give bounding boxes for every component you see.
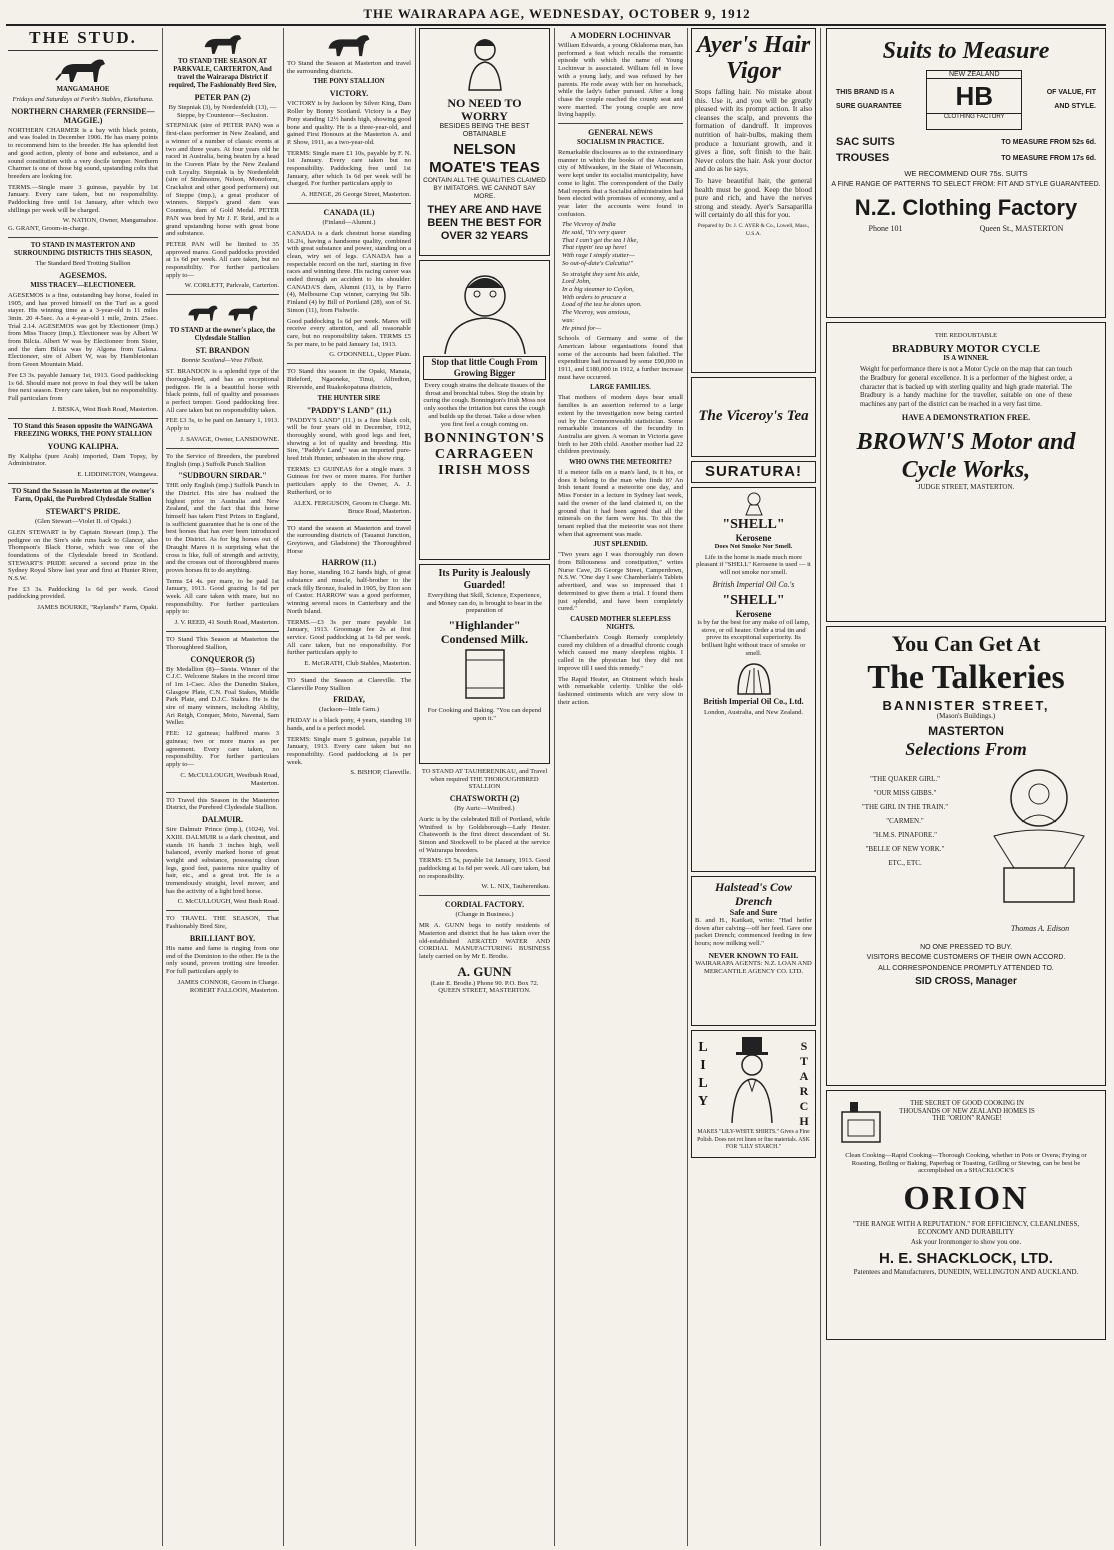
ad-owner: W. L. NIX, Tauherenikau. [481, 883, 550, 891]
ad-owner: J. V. REED, 41 South Road, Masterton. [174, 619, 279, 627]
horse-icon [198, 30, 248, 56]
talkeries-building: (Mason's Buildings.) [936, 712, 996, 720]
shell-tagline: Does Not Smoke Nor Smell. [714, 543, 793, 550]
article-body: Schools of Germany and some of the American labour organisations found that some of the accounts had been falsified. The expenditure had increased by some £90,000 in 1911, and £180,000 in 1912, a further increase must have occurred. [558, 335, 683, 381]
shell-body: Life in the home is made much more pleasant if "SHELL" Kerosene is used — it will not smoke nor smell. [696, 553, 811, 577]
ad-subtitle: THE HUNTER SIRE [317, 394, 381, 402]
brand-row [836, 70, 1096, 130]
stallion-pedigree: By Stepniak (3), by Nordenfeldt (13), —Steppe, by Countenor—Seclusion. [168, 104, 277, 119]
ayers-body-2: To have beautiful hair, the general health must be good. Keep the blood pure and rich, and have the nerves strong and steady. Ayer's Sarsaparilla will certainly do all this for you. [695, 175, 812, 220]
stallion-name: BRILLIANT BOY. [189, 933, 256, 943]
cow-drench-subtitle: Safe and Sure [729, 908, 778, 917]
label-bot: CLOTHING FACTORY [927, 113, 1021, 120]
ad-subtitle: THE PONY STALLION [313, 78, 385, 86]
separator [419, 895, 550, 896]
column-stud-2 [166, 28, 279, 1546]
poem-line: That I can't get the tea I like, [562, 236, 639, 244]
section-title: THE STUD. [8, 28, 158, 51]
ad-terms: Good paddocking 1s 6d per week. Mares will receive every attention, and all reasonable care, but no responsibility taken. TERMS £5 5s per mare, to be paid January 1st, 1913. [287, 317, 411, 348]
ad-owner: A. HENGE, 26 George Street, Masterton. [301, 191, 411, 199]
selections-title: Selections From [905, 738, 1027, 759]
no-press-line: NO ONE PRESSED TO BUY. [920, 943, 1012, 951]
talkeries-advert [826, 626, 1106, 1086]
ad-owner: C. McCULLOUGH, West Bush Road. [177, 898, 279, 906]
trousers-price: TO MEASURE FROM 17s 6d. [1001, 154, 1096, 162]
poem-line: In a big steamer to Ceylon, [562, 285, 634, 293]
gentleman-illustration-icon [722, 1035, 782, 1125]
bradbury-advert [826, 322, 1106, 622]
ayers-body: Stops falling hair. No mistake about this. Use it, and you will be greatly pleased with its prompt action. It also cleanses the scalp, and prevents the formation of dandruff. It improves nutrition of hair-bulbs, making them produce a luxuriant growth, and it gives a fine, soft finish to the hair. Never colors the hair. Ask your doctor and do as he says. [695, 87, 812, 174]
separator [558, 123, 683, 124]
column-ads-6 [691, 28, 816, 1546]
teas-advert [419, 28, 550, 256]
stallion-name: CONQUEROR (5) [190, 654, 255, 664]
cow-drench-title: Halstead's Cow Drench [714, 880, 792, 908]
teas-subline: BESIDES BEING THE BEST OBTAINABLE [439, 123, 530, 138]
poem-line: Lord John, [562, 278, 591, 286]
orion-brand: ORION [903, 1180, 1029, 1218]
ad-owner: JAMES CONNOR, Groom in Charge. ROBERT FALLOON, Masterton. [177, 978, 279, 994]
poem-line: Load of the tea he dotes upon. [562, 301, 642, 309]
song-list [830, 772, 980, 870]
article-heading: WHO OWNS THE METEORITE? [569, 459, 672, 467]
ad-body: GLEN STEWART is by Captain Stewart (imp.). The pedigree on the Sire's side runs back to Glancer, also Thompson's Black Horse, which was one of the foundations of the Clydesdale breed in Scotland. STEWART'S PRIDE secured a second prize in the Sydney Royal Show last year and first at Hunter River, N.S.W. [8, 528, 158, 583]
phonograph-portrait-icon [984, 764, 1094, 914]
milk-brand: "Highlander" Condensed Milk. [440, 618, 529, 647]
poem-line: That rippin' tea up here! [562, 244, 627, 252]
shell-logo-icon [734, 660, 774, 696]
ad-body: By Kalipha (pure Arab) imported, Dam Topsy, by Administrator. [8, 452, 158, 468]
ad-heading: TO stand the season at Masterton and travel the surrounding districts of (Tauanui Junction, Greytown, and Gladstone) the Thoroughbred Horse [287, 524, 411, 555]
stallion-name: PETER PAN (2) [194, 93, 251, 102]
orion-reputation: "THE RANGE WITH A REPUTATION." FOR EFFICIENCY, CLEANLINESS, ECONOMY AND DURABILITY [852, 1220, 1080, 1236]
ad-terms: Fee £3 3s. payable January 1st, 1913. Good paddocking 1s 6d. Should mare not prove in foal they will be taken free next season. Every care taken, but no responsibility. Full particulars from [8, 371, 158, 402]
separator [287, 203, 411, 204]
cycle-head: THE REDOUBTABLE [934, 332, 998, 339]
stallion-name: NORTHERN CHARMER (FERNSIDE—MAGGIE.) [11, 106, 155, 125]
ad-heading: TO STAND at the owner's place, the Clydesdale Stallion [169, 327, 276, 343]
stallion-name: STEWART'S PRIDE. [45, 507, 121, 517]
ad-owner: C. McCULLOUGH, Westbush Road, Masterton. [180, 771, 279, 787]
ad-heading: TO Travel this Season in the Masterton District, the Purebred Clydesdale Stallion. [166, 796, 279, 812]
cordial-name: A. GUNN [457, 963, 512, 979]
song-item: "THE QUAKER GIRL." [869, 774, 941, 783]
stove-icon [836, 1098, 886, 1148]
ad-body: VICTORY is by Jackson by Silver King, Dam Roller by Bonny Scotland. Victory is a Bay Pony standing 12½ hands high, showing good bone and quality. He is a three-year-old, and gained First Honours at the Masterton A. and P. Show, 1911, as a two-year-old. [287, 100, 411, 146]
column-rule [415, 28, 416, 1546]
ad-subtitle: Fridays and Saturdays at Forth's Stables, Eketahuna. [12, 96, 154, 103]
shell-title-2: "SHELL" [722, 592, 785, 608]
story-title: A MODERN LOCHINVAR [570, 30, 671, 40]
ad-owner: E. McGRATH, Club Stables, Masterton. [304, 660, 411, 668]
cordial-heading: CORDIAL FACTORY. [444, 900, 525, 910]
lamp-icon [734, 491, 774, 517]
stallion-pedigree: (Finland—Alumni.) [322, 219, 376, 227]
ad-terms: PETER PAN will be limited to 35 approved mares. Good paddocks provided at 1s 6d per week. All care taken, but no responsibility. For further particulars apply to— [166, 240, 279, 279]
poem-line: The Viceroy of India [562, 221, 616, 229]
stallion-pedigree: (By Auric—Winifred.) [454, 805, 515, 813]
ad-owner: W. CORLETT, Parkvale, Carterton. [184, 282, 279, 290]
poem-line: With orders to procure a [562, 293, 627, 301]
milk-headline: Its Purity is Jealously Guarded! [438, 568, 531, 591]
woman-illustration-icon [455, 32, 515, 92]
ad-body: Auric is by the celebrated Bill of Portland, while Winifred is by Goldsborough—Lady Hester. Chatsworth is the first direct descendant of St. Simon and Stockwell to be placed at the service of Wairarapa breeders. [419, 815, 550, 854]
cow-drench-body: B. and H., Katikati, write: "Had heifer down after calving—off her feed. Gave one packet Drench; commenced feeding in few hours; now milking well." [695, 917, 812, 948]
ad-terms: TERMS: £5 5s, payable 1st January, 1913. Good paddocking at 1s 6d per week. All care taken, but no responsibility. [419, 857, 550, 880]
song-item: "H.M.S. PINAFORE." [873, 830, 937, 839]
ad-heading: TO Stand this season in the Opaki, Manaia, Bideford, Ngaoneke, Tinui, Alfredton, Riverside, and Ruakokopatuna districts, [287, 368, 411, 391]
article-body: That mothers of modern days bear small families is an assertion referred to a large extent by the investigation now being carried out by the Commonwealth statistician. Some remarkable instances of the fecundity in Australia are given. A woman in Victoria gave birth to her 20th child. Another mother had 22 children previously. [558, 394, 683, 456]
ad-terms: TERMS.—£3 3s per mare payable 1st January, 1913. Groomage fee 2s at first service. Good paddocking at 1s 6d per week. All care taken, but no responsibility. For further particulars apply to [287, 618, 411, 657]
ad-body: CANADA is a dark chestnut horse standing 16.2¼, having a handsome quality, combined with great substance and power, standing on a clean, wiry set of legs. CANADA has a respectable record on the turf, starting in five races and winning three. His racing career was ended through an accident to his shoulder. CANADA'S dam, Alumni (11), is by Farro (4), Melbourne Cup winner, carrying 9st 5lb. Finland (4) by Bill of Portland (28), son of St. Simon (11), from Fishwife. [287, 229, 411, 314]
ad-heading: TO Stand This Season at Masterton the Thoroughbred Stallion, [166, 636, 279, 651]
ad-heading: TO STAND AT TAUHERENIKAU, and Travel when required THE THOROUGHBRED STALLION [421, 768, 548, 791]
starch-left-label: LILY [697, 1040, 709, 1109]
label-top: NEW ZEALAND [927, 71, 1021, 79]
article-body: Remarkable disclosures as to the extraordinary manner in which the books of the American city of Milwaukee, in the State of Wisconsin, were kept under its socialist municipality, have come to light. The correspondent of the Daily Mail reports that a Socialist administration had been elected with promises of economy, and a year later the accounts were found in confusion. [558, 149, 683, 218]
edison-signature: Thomas A. Edison [1010, 924, 1070, 933]
poem-line: So out-of-date's Calcutta!" [562, 259, 633, 267]
stallion-name: VICTORY. [329, 89, 369, 99]
viceroy-tea-brand: The Viceroy's Tea [698, 408, 809, 424]
ad-owner: E. LIDDINGTON, Waingawa. [77, 471, 158, 479]
ad-body: Sire Dalmuir Prince (imp.), (1024), Vol. XXIII. DALMUIR is a dark chestnut, and stands 16 hands 3 inches high, well balanced, evenly marked horse of great weight and substance, possessing clean legs, good feet, pasterns nice quality of hair, etc., and a great trot. He is a tremendously straight, level mover, and has the activity of a light bred horse. [166, 826, 279, 895]
get-line: You Can Get At [891, 631, 1041, 656]
song-item: "OUR MISS GIBBS." [873, 788, 937, 797]
orion-ask: Ask your Ironmonger to show you one. [910, 1237, 1022, 1246]
ad-body: ST. BRANDON is a splendid type of the thorough-bred, and has an exceptional pedigree. He is a beautiful horse with black points, full of quality and possesses a perfect temper. Good paddocking free. All care taken but no responsibility taken. [166, 368, 279, 414]
separator [166, 910, 279, 911]
starch-right-label: STARCH [799, 1039, 809, 1128]
stallion-name: HARROW (11.) [321, 558, 377, 568]
ad-body: "PADDY'S LAND" (11.) is a fine black colt, will be four years old in December, 1912, thoroughly sound, with good legs and feet, showing a lot of quality and breeding. His Sire, "Paddy's Land," was an imported pure-bred Irish Hunter, unbeaten in the show ring. [287, 416, 411, 463]
man-coughing-illustration-icon [425, 264, 545, 354]
ad-owner: J. BESKA, West Bush Road, Masterton. [51, 405, 158, 413]
shell-firm: British Imperial Oil Co., Ltd. [703, 697, 804, 707]
ad-owner: J. SAVAGE, Owner, LANSDOWNE. [180, 435, 279, 443]
milk-body: Everything that Skill, Science, Experience, and Money can do, is brought to bear in the preparation of [427, 592, 542, 615]
shacklock-name: H. E. SHACKLOCK, LTD. [879, 1250, 1053, 1268]
milk-tin-icon [462, 646, 508, 702]
masthead: THE WAIRARAPA AGE, WEDNESDAY, OCTOBER 9, 1912 [363, 6, 751, 21]
ad-body: Bay horse, standing 16.2 hands high, of great substance and muscle, half-brother to the crack filly Bronze, foaled in 1905, by Eton son of Castor. HARROW was a good performer, winning several races in Canterbury and the North Island. [287, 569, 411, 615]
ad-subtitle: The Standard Bred Trotting Stallion [35, 260, 131, 268]
column-news-5 [558, 28, 683, 1546]
song-item: "CARMEN." [886, 816, 924, 825]
column-ads-4 [419, 28, 550, 1546]
teas-claim: THEY ARE AND HAVE BEEN THE BEST FOR OVER 32 YEARS [427, 203, 542, 242]
cordial-subheading: (Change in Business.) [455, 911, 514, 919]
shell-title: "SHELL" [722, 517, 785, 532]
poem-line: He pined for— [562, 324, 602, 332]
story-body: William Edwards, a young Oklahoma man, has performed a feat which recalls the romantic episode with which the name of Young Lochinvar is associated. William fell in love with a young lady, and was refused by her parents. He rode away with her on horseback, while the lady's father pursued. After a long chase the couple reached the county seat and were married. The young couple are now living happily. [558, 42, 683, 119]
ad-body: AGESEMOS is a fine, outstanding bay horse, foaled in 1905, and has proved himself on the Turf as a good stayer. His winning time as a 3-year-old is 11 miles 3min. 20 4-5sec. As a 4-year-old 1 mile, 2min. 25sec. Trial 2.14. AGESEMOS was got by Electioneer (imp.) from Miss Tracey (imp.). Electioneer was by Albert W from Bilcia. Albert W was by Electioneer from Sister, and the dam Bilcia was by Algona from Galena. Electioneer, sire of Albert W, was by Hambletonian from Green Mountain Maid. [8, 291, 158, 369]
stallion-name: YOUNG KALIPHA. [47, 441, 119, 451]
poem-line: So straight they sent his aide, [562, 270, 640, 278]
ad-heading: TO Stand the Season at Masterton and travel the surrounding districts. [287, 60, 411, 75]
cow-drench-slogan: NEVER KNOWN TO FAIL [708, 950, 799, 960]
ad-terms: TERMS: Single mare £1 10s, payable by F. N. 1st January. Every care taken but no responsibility. Paddocking free until 1st January, after which 1s 6d per week will be charged. For further particulars apply to [287, 149, 411, 188]
separator [8, 483, 158, 484]
ad-body: NORTHERN CHARMER is a bay with black points, and was foaled in December 1906. He has many points to recommend him to the breeder. He has splendid feet and good action, plenty of bone and substance, and a sound constitution with a very docile temper. Northern Charmer is one of those big sound, upstanding colts that breeders are looking for. [8, 126, 158, 180]
cough-brand: BONNINGTON'S CARRAGEEN IRISH MOSS [424, 431, 545, 479]
ad-groom: G. GRANT, Groom-in-charge. [8, 225, 89, 233]
separator [287, 520, 411, 521]
manager-line: SID CROSS, Manager [915, 975, 1017, 987]
article-heading: JUST SPLENDID. [593, 541, 648, 549]
column-stud-3 [287, 28, 411, 1546]
stallion-name: FRIDAY, [333, 695, 365, 705]
masthead-rule [6, 24, 1106, 26]
irish-moss-advert [419, 260, 550, 560]
shell-company: British Imperial Oil Co.'s [712, 579, 795, 589]
ad-terms: Fee £3 3s. Paddocking 1s 6d per week. Good paddocking provided. [8, 585, 158, 601]
brand-right-line: OF VALUE, FIT [1046, 89, 1096, 96]
ad-body: THE only English (imp.) Suffolk Punch in the District. His sire has realised the highest price in Australia and New Zealand, and the fact that this horse himself has taken First Prizes in England, is sufficient guarantee that he is one of the best horses that has ever been introduced to the District. As for big horses out of Draught Mares it is surprising what the cross is like, full of strength and activity, and the crosses out of thoroughbred mares proves horses fit to do anything. [166, 482, 279, 574]
horse-icon [319, 30, 379, 58]
separator [166, 631, 279, 632]
ad-terms: TERMS.—Single mare 3 guineas, payable by 1st January. Every care taken, but no responsibility. Paddocking free until 1st January, after which two shillings per week will be charged. [8, 183, 158, 214]
shell-cities: London, Australia, and New Zealand. [703, 709, 804, 717]
suits-title: Suits to Measure [882, 38, 1050, 64]
separator [287, 672, 411, 673]
separator [166, 294, 279, 295]
ad-terms: TERMS: Single mare 5 guineas, payable 1st January, 1913. Every care taken but no responsibility. Good paddocking at 1s per week. [287, 735, 411, 766]
ad-owner: S. BISHOP, Clareville. [350, 769, 411, 777]
stallion-name: "PADDY'S LAND" (11.) [306, 405, 392, 415]
lily-starch-advert [691, 1030, 816, 1158]
stallion-name: AGESEMOS. [59, 270, 107, 280]
ad-heading: TO STAND IN MASTERTON AND SURROUNDING DISTRICTS THIS SEASON, [13, 242, 153, 258]
teas-body: CONTAIN ALL THE QUALITIES CLAIMED BY IMITATORS. WE CANNOT SAY MORE. [423, 177, 546, 200]
column-rule [820, 28, 821, 1546]
sac-row [836, 136, 1096, 148]
article-heading: SOCIALISM IN PRACTICE. [576, 139, 665, 147]
ad-heading: To the Service of Breeders, the purebred English (imp.) Suffolk Punch Stallion [166, 452, 279, 468]
gramophone-section [830, 760, 1102, 938]
starch-footer: MAKES "LILY-WHITE SHIRTS." Gives a Fine Polish. Does not rot linen or fine materials. ASK FOR "LILY STARCH." [697, 1128, 810, 1151]
brand-left-line: THIS BRAND IS A [836, 89, 895, 96]
label-mid: HB [955, 81, 994, 111]
column-rule [162, 28, 163, 1546]
milk-footer: For Cooking and Baking. "You can depend upon it." [427, 707, 542, 722]
ad-body: STEPNIAK (sire of PETER PAN) was a first-class performer in New Zealand, and a winner of a number of classic events at two and three years. At four years old he raced in Australia, being beaten by a head in the Craven Plate by the New Zealand colt Loyalty. Stepniak is by Nordenfeldt (sire of Stralmonre, Nelson, Monoform, Crackshot and other good performers) out of Steppe (imp.), a great producer of winners. Steppe's grand dam was Countess, dam of Gold Medal. PETER PAN was bred by Mr J. F. Reid, and is a grand upstanding horse with great bone and substance. [166, 122, 279, 238]
article-heading: CAUSED MOTHER SLEEPLESS NIGHTS. [570, 616, 671, 631]
stallion-pedigree: Bonnie Scotland—Vree Filboit. [181, 357, 264, 365]
cycle-demo: HAVE A DEMONSTRATION FREE. [901, 413, 1031, 423]
clothing-factory-advert [826, 28, 1106, 318]
separator [166, 448, 279, 449]
column-rule [687, 28, 688, 1546]
talkeries-street: BANNISTER STREET, [882, 698, 1050, 713]
poem-line: He said, "It's very queer [562, 229, 627, 237]
ad-body: His name and fame is ringing from one end of the Dominion to the other. He is the only sound, proven trotting sire breeder. For full particulars apply to [166, 944, 279, 975]
cycle-winner: IS A WINNER. [943, 353, 989, 362]
article-body: If a meteor falls on a man's land, is it his, or does it belong to the man who finds it? An Irish tenant found a meteorite one day, and Miss Forster in a lecture in Sydney last week, said the owner of the land claimed it, on the ground that it had been agreed that all the minerals on the farm were his. To this the tenant replied that the meteorite was not there when that agreement was made. [558, 469, 683, 538]
brand-right-line: AND STYLE. [1054, 103, 1096, 110]
correspondence-line: ALL CORRESPONDENCE PROMPTLY ATTENDED TO. [878, 965, 1054, 973]
cough-headline: Stop that little Cough From Growing Bigger [423, 356, 546, 380]
ad-terms: FEE: 12 guineas; halfbred mares 3 guineas; two or more mares as per agreement. Every care taken, no responsibility. For further particulars apply to— [166, 730, 279, 768]
suratura-advert: SURATURA! [691, 461, 816, 483]
ad-owner: ALEX. FERGUSON, Groom in Charge. Mt. Bruce Road, Masterton. [293, 499, 411, 515]
separator [166, 792, 279, 793]
cycle-body: Weight for performance there is not a Motor Cycle on the map that can touch the Bradbury for general excellence. It is a performer of the highest order, a character that is backed up with sterling quality and high grade material. The Bradbury is a handy machine for the traveller, suitable on one of these machines any part of the district can be reached in a very fast time. [860, 366, 1072, 408]
article-body: "Two years ago I was thoroughly run down from Biliousness and constipation," writes Nurse Cave, 26 George Street, Camperdown, N.S.W. "One day I saw Chamberlain's Tablets advertised, and was so impressed that I determined to give them a trial. I found them just splendid, and have been completely cured." [558, 551, 683, 613]
hb-label [926, 70, 1022, 130]
visitors-line: VISITORS BECOME CUSTOMERS OF THEIR OWN ACCORD. [866, 954, 1066, 962]
ad-body: By Medallion (8)—Siesta. Winner of the C.J.C. Welcome Stakes in the record time of 1m 1-Csec. Also the Dunedin Stakes, Glasgow Plate, C.N. Foal Stakes, Middle Park Plate, and D.J.C. Stakes. He is the sire of many winners, including Ability, Ari Reigh, Conquer, Moto, Navenal, Sam Weller. [166, 665, 279, 727]
song-item: "BELLE OF NEW YORK." [865, 844, 945, 853]
factory-phone: Phone 101 [868, 224, 903, 234]
factory-contact [830, 224, 1102, 233]
column-stud-1 [8, 28, 158, 1546]
teas-headline: NO NEED TO WORRY [447, 96, 522, 123]
separator [8, 418, 158, 419]
browns-name: BROWN'S Motor and Cycle Works, [856, 429, 1076, 484]
range-line: A FINE RANGE OF PATTERNS TO SELECT FROM: FIT AND STYLE GUARANTEED. [831, 180, 1101, 188]
browns-street: JUDGE STREET, MASTERTON. [917, 483, 1015, 492]
separator [8, 237, 158, 238]
cow-drench-agents: WAIRARAPA AGENTS: N.Z. LOAN AND MERCANTILE AGENCY CO. LTD. [695, 959, 812, 975]
ad-owner: JAMES BOURKE, "Rayland's" Farm, Opaki. [37, 604, 158, 612]
brand-right [1047, 86, 1096, 114]
shell-body-2: is by far the best for any make of oil lamp, stove, or oil heater. Order a trial tin and prove its exceptional superiority. Its brilliant light without trace of smoke or smell. [697, 618, 810, 657]
cow-drench-advert [691, 876, 816, 1026]
cordial-footer: (Late E. Brodie.) Phone 90. P.O. Box 72. QUEEN STREET, MASTERTON. [430, 979, 539, 995]
orion-range-advert [826, 1090, 1106, 1340]
ad-heading: TO TRAVEL THE SEASON, That Fashionably Bred Sire, [166, 915, 279, 931]
brand-left [836, 86, 902, 114]
ad-terms: TERMS: £3 GUINEAS for a single mare. 3 Guineas for two or more mares. For further particulars apply to the Owner, A. J. Rutherfurd, or to [287, 465, 411, 496]
talkeries-name: The Talkeries [867, 659, 1065, 696]
stallion-name: DALMUIR. [201, 815, 244, 825]
highlander-milk-advert [419, 564, 550, 764]
article-body: The Rapid Heater, an Ointment which heals with remarkable celerity. Unlike the old-fashioned ointments which are very slow in their action. [558, 675, 683, 706]
article-heading: LARGE FAMILIES. [590, 384, 651, 392]
stallion-pedigree: (Jackson—little Gem.) [318, 706, 380, 714]
ad-owner: G. O'DONNELL, Upper Plain. [329, 351, 411, 359]
ayers-footer: Prepared by Dr. J. C. AYER & Co., Lowell, Mass., U.S.A. [697, 222, 810, 237]
ad-body: FRIDAY is a black pony, 4 years, standing 10 hands, and is a perfect model. [287, 717, 411, 732]
sac-price: TO MEASURE FROM 52s 6d. [1001, 138, 1096, 146]
orion-body: Clean Cooking—Rapid Cooking—Thorough Cooking, whether in Pots or Ovens; Frying or Roasting, Boiling or Baking, Paperbag or Toasting, Grilling or Stewing, can be best be accomplished on a SHACKLOCK'S [845, 1152, 1087, 1175]
factory-street: Queen St., MASTERTON [979, 224, 1064, 234]
poem-line: With rage I simply stutter— [562, 252, 635, 260]
stallion-pedigree: MISS TRACEY—ELECTIONEER. [30, 281, 136, 289]
horse-icon [53, 54, 113, 84]
stallion-name: "SUDBOURN SIRDAR." [178, 471, 267, 481]
ad-terms: Terms £4 4s. per mare, to be paid 1st January, 1913. Good grazing 1s 6d per week. All care taken with mare, but no responsibility. For further particulars apply to: [166, 577, 279, 616]
orion-intro: THE SECRET OF GOOD COOKING IN THOUSANDS OF NEW ZEALAND HOMES IS THE "ORION" RANGE! [899, 1100, 1035, 1123]
trousers-row [836, 152, 1096, 164]
stallion-pedigree: (Glen Stewart—Violet II. of Opaki.) [35, 518, 131, 526]
song-item: ETC., ETC. [888, 858, 922, 867]
poem-line: The Viceroy, was anxious, [562, 309, 631, 317]
column-rule [554, 28, 555, 1546]
stallion-name: CANADA (1L) [323, 208, 375, 218]
horse-pair-icon [183, 299, 263, 325]
column-rule [283, 28, 284, 1546]
general-news-heading: GENERAL NEWS [588, 128, 653, 138]
shell-subtitle: Kerosene [735, 533, 772, 543]
shacklock-locations: Patentees and Manufacturers, DUNEDIN, WELLINGTON AND AUCKLAND. [853, 1268, 1079, 1277]
recommend-line: WE RECOMMEND OUR 75s. SUITS [904, 169, 1028, 178]
ayers-advert [691, 28, 816, 373]
ad-heading: TO Stand the Season in Masterton at the owner's Farm, Opaki, the Purebred Clydesdale Stallion [11, 488, 155, 504]
ad-owner: W. NATION, Owner, Mangamahoe. [62, 217, 158, 225]
ayers-title: Ayer's Hair Vigor [696, 32, 811, 84]
separator [287, 363, 411, 364]
talkeries-town: MASTERTON [928, 723, 1004, 738]
shell-kerosene-advert [691, 487, 816, 872]
song-item: "THE GIRL IN THE TRAIN." [861, 802, 949, 811]
cycle-name: BRADBURY MOTOR CYCLE [891, 342, 1041, 355]
brand-left-line: SURE GUARANTEE [836, 103, 902, 110]
viceroy-tea-advert [691, 377, 816, 457]
ad-heading: TO STAND THE SEASON AT PARKVALE, CARTERTON, And travel the Wairarapa District if required, The Fashionably Bred Sire, [168, 58, 277, 89]
shell-subtitle-2: Kerosene [735, 608, 772, 619]
ad-heading: TO Stand the Season at Clareville. The Clareville Pony Stallion [287, 677, 411, 692]
factory-name: N.Z. Clothing Factory [854, 195, 1078, 221]
stallion-name: CHATSWORTH (2) [449, 794, 520, 804]
column-ads-7 [826, 28, 1106, 1546]
teas-brand: NELSON MOATE'S TEAS [429, 141, 540, 177]
cough-body: Every cough strains the delicate tissues of the throat and bronchial tubes. Stop the strain by curing the cough. Bonnington's Irish Moss not only soothes the irritation but cures the cough and builds up the throat. Take a dose when you first feel a cough coming on. [423, 382, 546, 428]
viceroy-poem [562, 221, 679, 332]
sac-label: SAC SUITS [836, 136, 895, 148]
trousers-label: TROUSES [836, 152, 890, 164]
poem-line: was: [562, 316, 575, 324]
ad-heading: TO Stand this Season opposite the WAINGAWA FREEZING WORKS, THE PONY STALLION [13, 422, 153, 438]
article-body: "Chamberlain's Cough Remedy completely cured my children of a dreadful chronic cough which caused me many sleepless nights. I called in the physician but they did not improve till I used this remedy." [558, 634, 683, 672]
ad-terms: FEE £3 3s, to be paid on January 1, 1913. Apply to [166, 417, 279, 433]
stallion-name: ST. BRANDON [195, 346, 250, 356]
ad-heading: MANGAMAHOE [56, 86, 110, 93]
cordial-body: MR A. GUNN begs to notify residents of Masterton and district that he has taken over the old-established AERATED WATER AND CORDIAL MANUFACTURING BUSINESS lately carried on by Mr E. Brodie. [419, 922, 550, 960]
